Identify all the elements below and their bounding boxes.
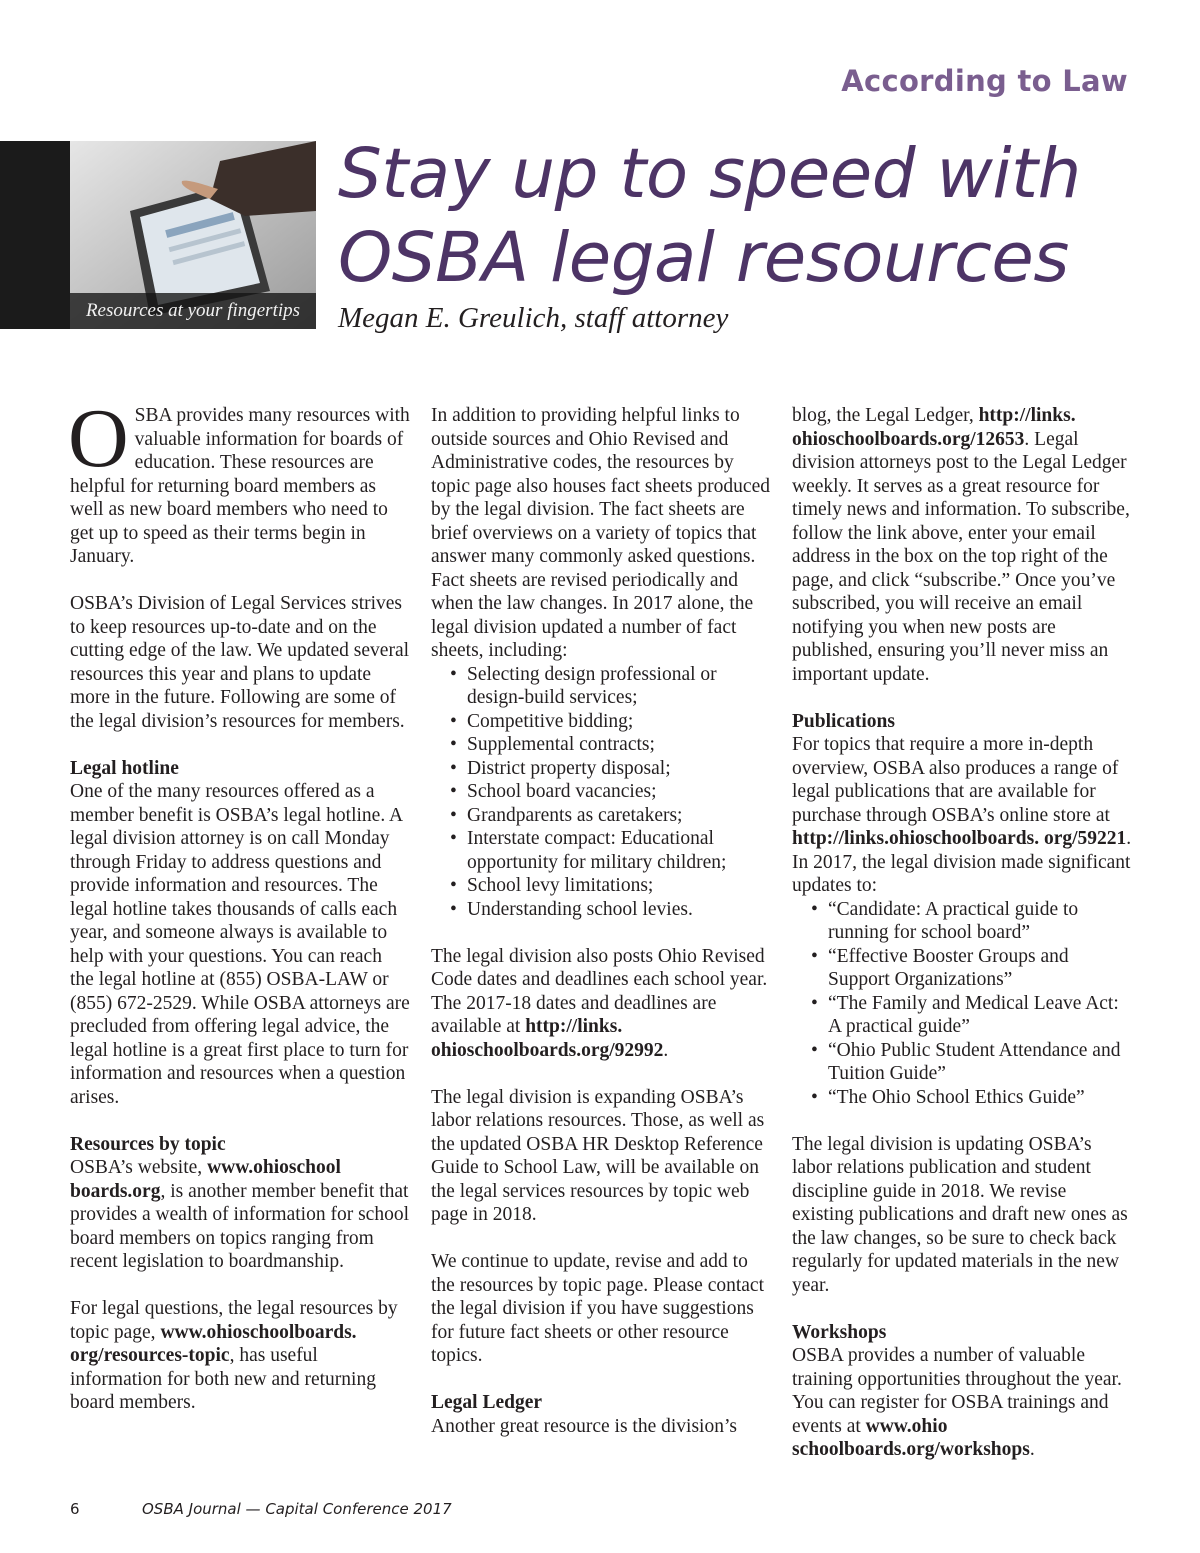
publications-list xyxy=(792,898,1132,1110)
list-item: • “Effective Booster Groups and Support Organizations” xyxy=(792,945,1132,992)
legalq-text-pre: For legal questions, the legal resources by topic page, xyxy=(70,1298,398,1343)
intro-text: SBA provides many resources with valuable information for boards of education. These resources are helpful for returning board members as well as new board members who need to get up to speed as their terms begin in January. xyxy=(70,405,410,567)
list-item: • District property disposal; xyxy=(431,757,771,781)
resources-topic-link[interactable]: www.ohioschoolboards. org/resources-topic xyxy=(70,1321,357,1366)
workshops-text-pre: OSBA provides a number of valuable training opportunities throughout the year. You can register for OSBA trainings and events at xyxy=(792,1345,1122,1437)
continue-paragraph: We continue to update, revise and add to the resources by topic page. Please contact the legal division if you have suggestions for future fact sheets or other resource topics. xyxy=(431,1251,764,1366)
publications-heading: Publications xyxy=(792,710,895,732)
dates-link[interactable]: http://links. ohioschoolboards.org/92992 xyxy=(431,1016,664,1061)
list-item: • “Candidate: A practical guide to running for school board” xyxy=(792,898,1132,945)
legal-questions-paragraph xyxy=(70,1297,410,1415)
decorative-bar xyxy=(0,141,70,329)
list-item: • “The Ohio School Ethics Guide” xyxy=(792,1086,1132,1110)
list-item: • Supplemental contracts; xyxy=(431,733,771,757)
drop-cap: O xyxy=(68,392,129,485)
ledger-text-post: . Legal division attorneys post to the Legal Ledger weekly. It serves as a great resource for timely news and information. To subscribe, follow the link above, enter your email address in the box on the top right of the page, and click “subscribe.” Once you’ve subscribed, you will receive an email notifying you when new posts are published, ensuring you’ll never miss an important update. xyxy=(792,428,1130,685)
workshops-section xyxy=(792,1321,1132,1462)
legalq-text-post: , has useful information for both new and returning board members. xyxy=(70,1345,376,1413)
topic-text-pre: OSBA’s website, xyxy=(70,1157,208,1178)
page-footer xyxy=(70,1500,452,1518)
column-3 xyxy=(792,404,1132,1462)
workshops-link[interactable]: www.ohio schoolboards.org/workshops xyxy=(792,1415,1030,1460)
ledger-continued-paragraph xyxy=(792,404,1132,686)
list-item: • Understanding school levies. xyxy=(431,898,771,922)
tablet-photo xyxy=(70,141,316,329)
dates-paragraph xyxy=(431,945,771,1063)
division-paragraph: OSBA’s Division of Legal Services strives to keep resources up-to-date and on the cutting edge of the law. We updated several resources this year and plans to update more in the future. Following are some of the legal division’s resources for members. xyxy=(70,593,410,732)
workshops-heading: Workshops xyxy=(792,1321,887,1343)
hotline-section xyxy=(70,757,410,1110)
column-1 xyxy=(68,392,410,1415)
byline: Megan E. Greulich, staff attorney xyxy=(338,302,729,334)
workshops-text-post: . xyxy=(1029,1439,1035,1460)
topic-text-post: , is another member benefit that provides a wealth of information for school board members on topics ranging from recent legislation to boardmanship. xyxy=(70,1180,409,1272)
ledger-text: Another great resource is the division’s xyxy=(431,1415,737,1437)
headline-line-1: Stay up to speed with xyxy=(338,134,1081,214)
fact-sheet-list xyxy=(431,663,771,922)
photo-caption: Resources at your fingertips xyxy=(70,293,316,329)
hotline-text: One of the many resources offered as a member benefit is OSBA’s legal hotline. A legal division attorney is on call Monday through Friday to address questions and provide information and resources. The legal hotline takes thousands of calls each year, and someone always is available to help with your questions. You can reach the legal hotline at (855) OSBA-LAW or (855) 672-2529. While OSBA attorneys are precluded from offering legal advice, the legal hotline is a great first place to turn for information and resources when a question arises. xyxy=(70,781,410,1108)
list-item: • “The Family and Medical Leave Act: A practical guide” xyxy=(792,992,1132,1039)
list-item: • Competitive bidding; xyxy=(431,710,771,734)
website-link[interactable]: www.ohioschool boards.org xyxy=(70,1157,341,1202)
labor-paragraph: The legal division is expanding OSBA’s labor relations resources. Those, as well as the updated OSBA HR Desktop Reference Guide to School Law, will be available on the legal services resources by topic web page in 2018. xyxy=(431,1086,765,1225)
column-2 xyxy=(431,404,771,1438)
page-number: 6 xyxy=(70,1500,80,1518)
headline-line-2: OSBA legal resources xyxy=(338,218,1069,298)
intro-paragraph xyxy=(68,392,410,569)
ledger-link[interactable]: http://links. ohioschoolboards.org/12653 xyxy=(792,405,1076,450)
store-link[interactable]: http://links.ohioschoolboards. org/59221 xyxy=(792,828,1127,849)
topic-heading: Resources by topic xyxy=(70,1133,226,1155)
list-item: • School board vacancies; xyxy=(431,780,771,804)
headline xyxy=(338,132,1168,300)
publication-name: OSBA Journal — Capital Conference 2017 xyxy=(142,1500,452,1518)
ledger-heading: Legal Ledger xyxy=(431,1392,543,1413)
pubs-text-post: . In 2017, the legal division made significant updates to: xyxy=(792,828,1132,896)
pubs-text-pre: For topics that require a more in-depth overview, OSBA also produces a range of legal publications that are available for purchase through OSBA’s online store at xyxy=(792,734,1119,826)
publications-section xyxy=(792,710,1132,898)
ledger-text-pre: blog, the Legal Ledger, xyxy=(792,405,979,426)
list-item: • “Ohio Public Student Attendance and Tuition Guide” xyxy=(792,1039,1132,1086)
updating-paragraph: The legal division is updating OSBA’s labor relations publication and student discipline guide in 2018. We revise existing publications and draft new ones as the law changes, so be sure to check back regularly for updated materials in the new year. xyxy=(792,1133,1128,1296)
list-item: • Selecting design professional or design-build services; xyxy=(431,663,771,710)
ledger-section xyxy=(431,1391,771,1438)
dates-text-post: . xyxy=(663,1039,669,1061)
section-label: According to Law xyxy=(841,64,1128,98)
hotline-heading: Legal hotline xyxy=(70,757,179,779)
list-item: • Grandparents as caretakers; xyxy=(431,804,771,828)
dates-text-pre: The legal division also posts Ohio Revised Code dates and deadlines each school year. The 2017-18 dates and deadlines are available at xyxy=(431,945,768,1037)
fact-sheets-paragraph: In addition to providing helpful links to outside sources and Ohio Revised and Administrative codes, the resources by topic page also houses fact sheets produced by the legal division. The fact sheets are brief overviews on a variety of topics that answer many commonly asked questions. Fact sheets are revised periodically and when the law changes. In 2017 alone, the legal division updated a number of fact sheets, including: xyxy=(431,405,770,661)
list-item: • School levy limitations; xyxy=(431,874,771,898)
list-item: • Interstate compact: Educational opportunity for military children; xyxy=(431,827,771,874)
topic-section xyxy=(70,1133,410,1274)
